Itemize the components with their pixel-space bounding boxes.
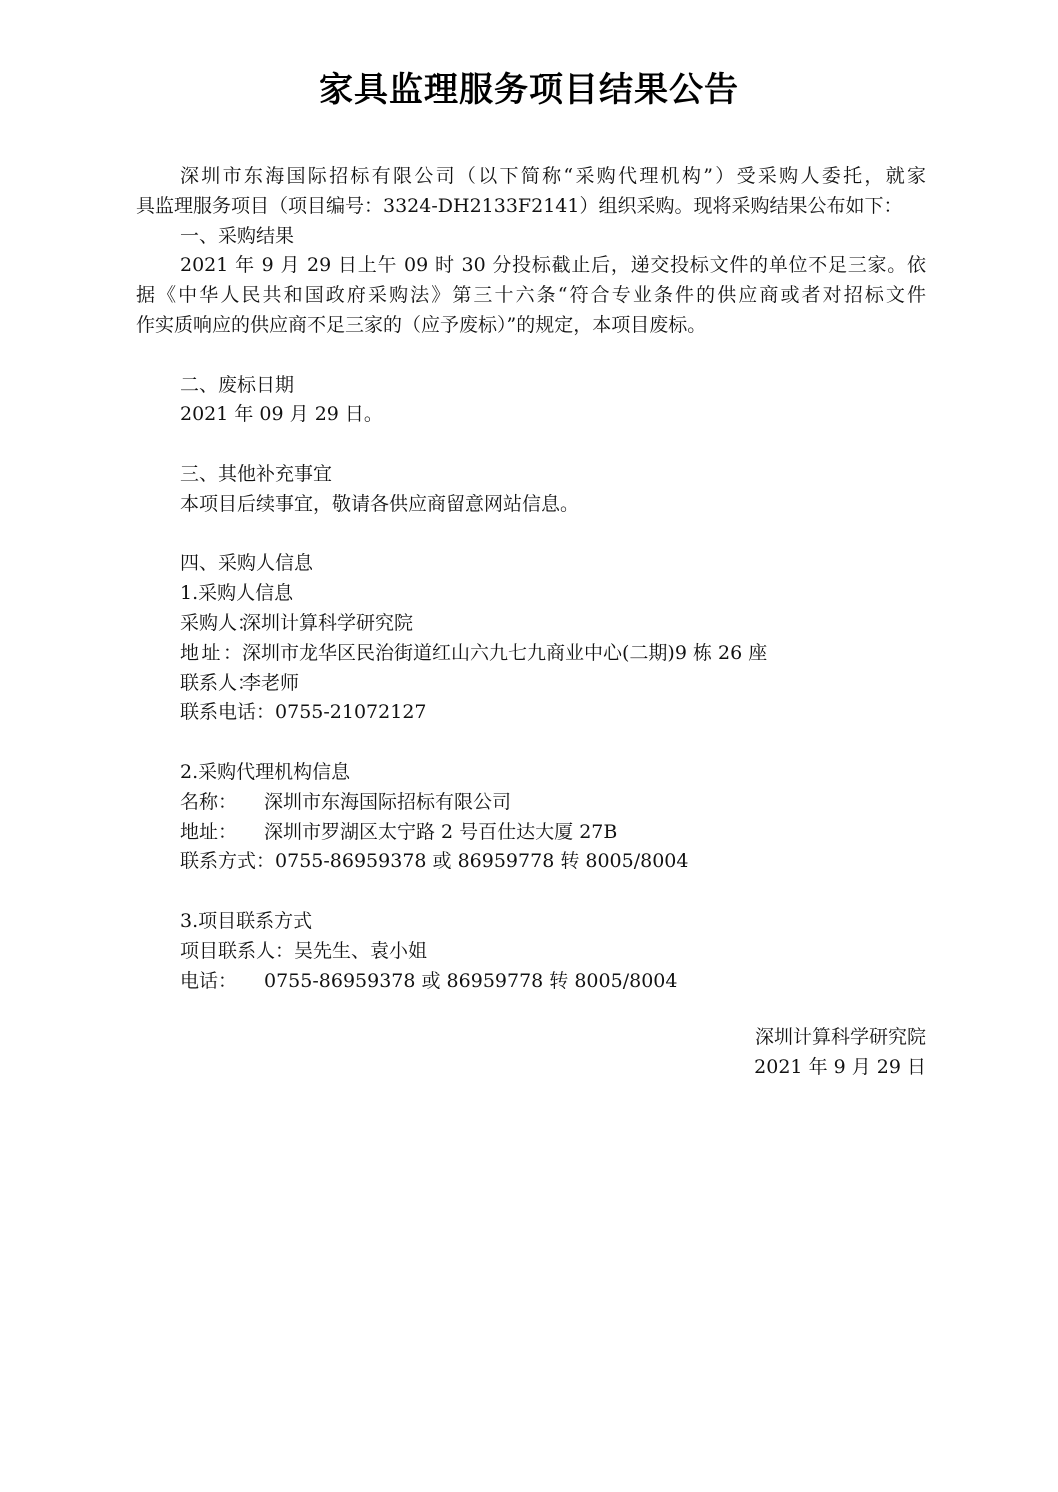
project-contact-person-label: 项目联系人： (180, 939, 295, 962)
purchaser-address-label: 地址： (180, 641, 242, 664)
purchaser-phone-value: 0755-21072127 (275, 701, 427, 724)
intro-line-2: 具监理服务项目（项目编号：3324-DH2133F2141）组织采购。现将采购结果公布如下： (136, 194, 903, 217)
purchaser-name-label: 采购人： (180, 611, 257, 634)
signature-block (754, 1023, 926, 1083)
agency-address-label: 地址： (180, 820, 238, 843)
section-1-heading: 一、采购结果 (180, 224, 295, 247)
purchaser-contact-value: 李老师 (242, 671, 300, 694)
spacer (136, 430, 926, 460)
intro-line-1: 深圳市东海国际招标有限公司（以下简称“采购代理机构”）受采购人委托，就家 (180, 165, 926, 187)
purchaser-name-row (136, 609, 926, 639)
document-body (136, 162, 926, 996)
agency-name-row (136, 788, 926, 818)
agency-address-row (136, 818, 926, 848)
agency-name-value: 深圳市东海国际招标有限公司 (264, 790, 512, 813)
agency-address-value: 深圳市罗湖区太宁路 2 号百仕达大厦 27B (264, 820, 618, 843)
signature-org: 深圳计算科学研究院 (754, 1026, 926, 1048)
spacer (136, 728, 926, 758)
project-contact-phone-row (136, 967, 926, 997)
purchaser-contact-row (136, 669, 926, 699)
purchaser-address-row (136, 639, 926, 669)
purchaser-address-value: 深圳市龙华区民治街道红山六九七九商业中心(二期)9 栋 26 座 (242, 641, 768, 664)
spacer (136, 520, 926, 550)
purchaser-phone-row (136, 698, 926, 728)
agency-contact-label: 联系方式： (180, 850, 276, 873)
project-contact-person-value: 吴先生、袁小姐 (294, 939, 428, 962)
agency-contact-value: 0755-86959378 或 86959778 转 8005/8004 (275, 850, 689, 873)
project-contact-heading: 3.项目联系方式 (180, 909, 313, 932)
signature-date: 2021 年 9 月 29 日 (754, 1055, 926, 1078)
agency-contact-row (136, 847, 926, 877)
project-contact-person-row (136, 937, 926, 967)
page-title: 家具监理服务项目结果公告 (319, 70, 739, 110)
section-4-heading: 四、采购人信息 (180, 552, 314, 575)
purchaser-phone-label: 联系电话： (180, 701, 276, 724)
agency-name-label: 名称： (180, 790, 238, 813)
section-1-line-3: 作实质响应的供应商不足三家的（应予废标）”的规定，本项目废标。 (136, 313, 707, 336)
project-contact-phone-label: 电话： (180, 969, 238, 992)
section-2-heading: 二、废标日期 (180, 373, 295, 396)
purchaser-contact-label: 联系人： (180, 671, 257, 694)
project-contact-phone-value: 0755-86959378 或 86959778 转 8005/8004 (264, 969, 678, 992)
section-3-heading: 三、其他补充事宜 (180, 462, 333, 485)
section-1-line-1: 2021 年 9 月 29 日上午 09 时 30 分投标截止后，递交投标文件的单位不足三家。依 (180, 254, 926, 277)
purchaser-name-value: 深圳计算科学研究院 (242, 611, 414, 634)
purchaser-heading: 1.采购人信息 (180, 582, 294, 605)
spacer (136, 877, 926, 907)
section-3-text: 本项目后续事宜，敬请各供应商留意网站信息。 (180, 492, 580, 515)
spacer (136, 341, 926, 371)
section-2-text: 2021 年 09 月 29 日。 (180, 403, 383, 426)
section-1-line-2: 据《中华人民共和国政府采购法》第三十六条“符合专业条件的供应商或者对招标文件 (136, 284, 926, 307)
agency-heading: 2.采购代理机构信息 (180, 760, 351, 783)
